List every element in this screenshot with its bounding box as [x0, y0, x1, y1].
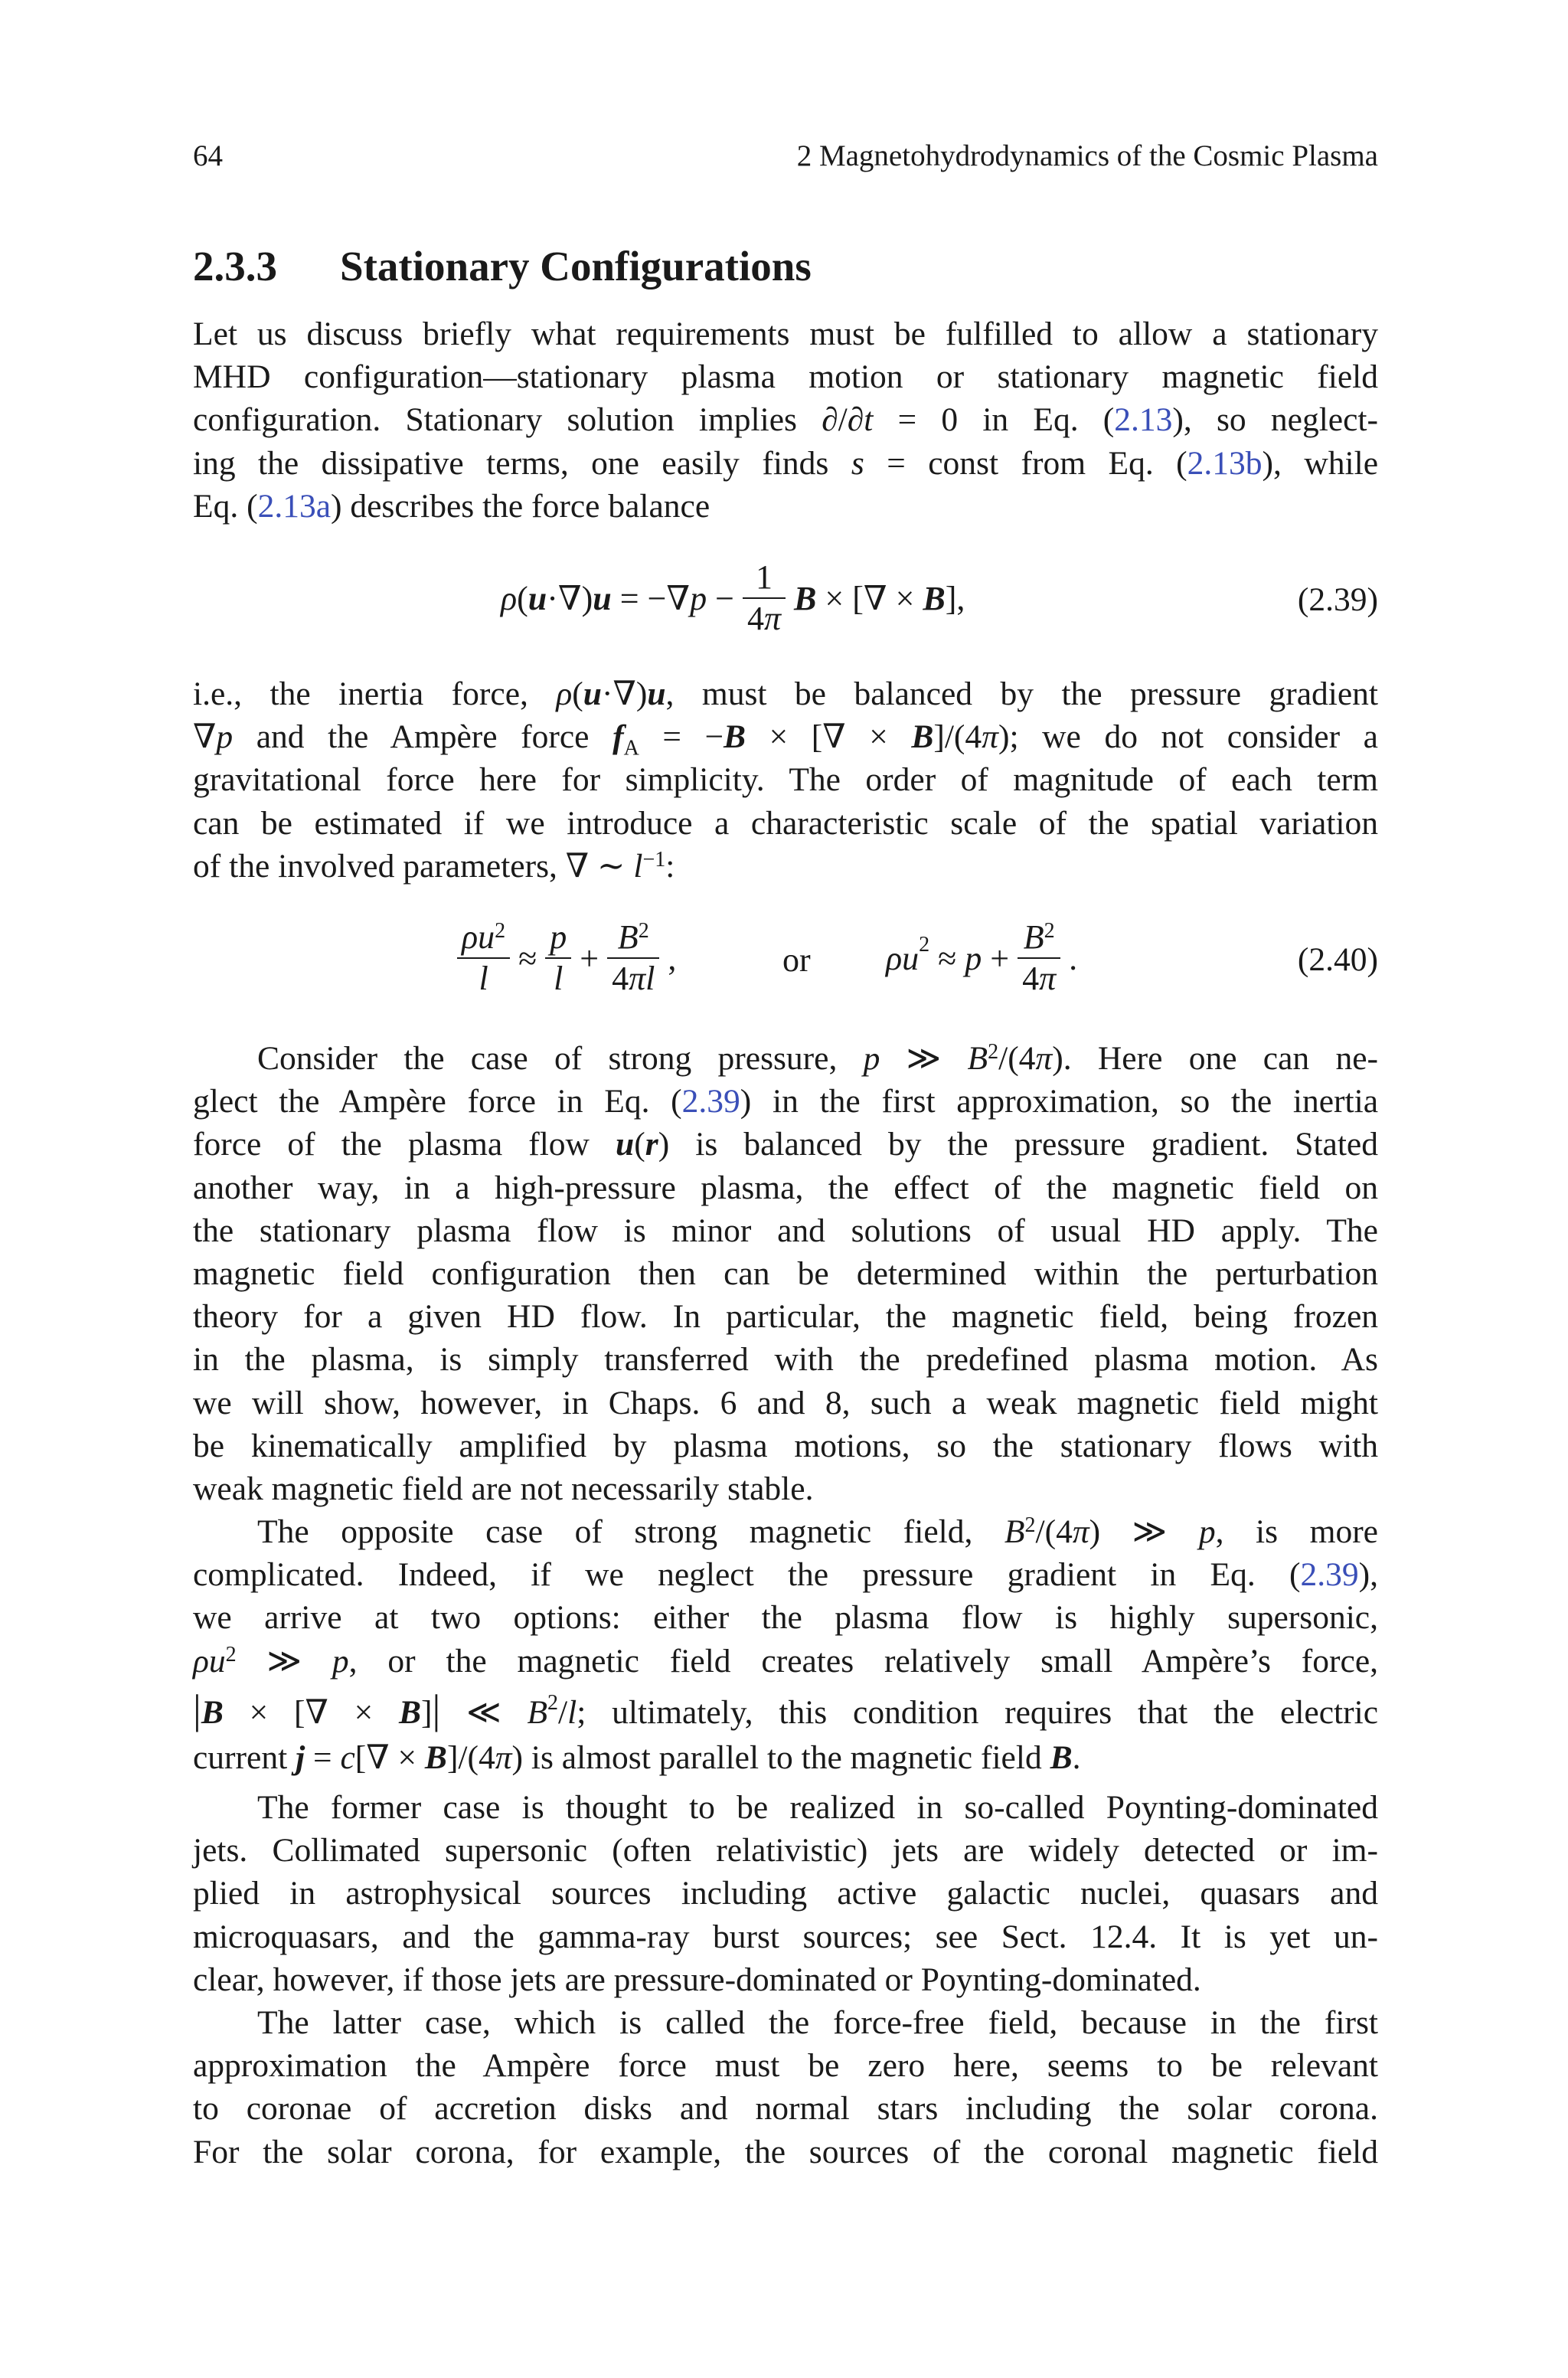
- equation-2-39: ρ(u·∇)u = −∇p − $\frac{1}{4\pi}$ B × [∇ × B], (2.39): [501, 558, 1378, 637]
- paragraph-strong-pressure: Consider the case of strong pressure, p ≫ $B^2/(4\pi)$. Here one can ne- glect the Ampère force in Eq. (2.39) in the first approximation, so the inertia force of the plasma flow u(r) is balanced by the pressure gradient. Stated another way, in a high-pressure plasma, the effect of the magnetic field on the stationary plasma flow is minor and solutions of usual HD apply. The magnetic field configuration then can be determined within the perturbation theory for a given HD flow. In particular, the magnetic field, being frozen in the plasma, is simply transferred with the predefined plasma motion. As we will show, however, in Chaps. 6 and 8, such a weak magnetic field might be kinematically amplified by plasma motions, so the stationary flows with weak magnetic field are not necessarily stable.: [193, 1040, 1379, 1507]
- equation-2-40: $\frac{\rho u^2}{l}$ ≈ $\frac{p}{l}$ + $\frac{B^2}{4\pi l}$ , or $\rho u^2 \approx p$ + $\frac{B^2}{4\pi}$ . (2.40): [193, 918, 1378, 1009]
- equation-or: or: [782, 941, 811, 979]
- equation-number: (2.40): [1297, 941, 1378, 978]
- paragraph-intro: Let us discuss briefly what requirements must be fulfilled to allow a stationary MHD configuration—stationary plasma motion or stationary magnetic field configuration. Stationary solution implies ∂/∂t = 0 in Eq. (2.13), so neglect- ing the dissipative terms, one easily finds s = const from Eq. (2.13b), while Eq. (2.13a) describes the force balance: [193, 316, 1378, 525]
- chapter-title: 2 Magnetohydrodynamics of the Cosmic Plasma: [796, 139, 1378, 172]
- eq-ref-link[interactable]: 2.13: [1114, 401, 1173, 439]
- eq-ref-link[interactable]: 2.39: [681, 1083, 740, 1120]
- eq-ref-link[interactable]: 2.39: [1300, 1556, 1359, 1594]
- paragraph-strong-field: The opposite case of strong magnetic field, $B^2/(4\pi)$ ≫ p, is more complicated. Indeed, if we neglect the pressure gradient in Eq. (2.39), we arrive at two options: either the plasma flow is highly supersonic, $\rho u^2$ ≫ p, or the magnetic field creates relatively small Ampère’s force, |B × [∇ × B]| ≪ $B^2/l$; ultimately, this condition requires that the electric current j = c[∇ × B]/(4π) is almost parallel to the magnetic field B.: [193, 1513, 1379, 1776]
- page-number: 64: [193, 139, 223, 172]
- running-header: [193, 135, 1378, 178]
- eq-ref-link[interactable]: 2.13b: [1187, 444, 1263, 482]
- section-number: 2.3.3: [193, 243, 277, 289]
- paragraph-force-balance: i.e., the inertia force, ρ(u·∇)u, must be balanced by the pressure gradient ∇p and the Ampère force $f_A = -B$ × [∇ × B]/(4π); we do not consider a gravitational force here for simplicity. The order of magnitude of each term can be estimated if we introduce a characteristic scale of the spatial variation of the involved parameters, ∇ ∼ $l^{-1}$:: [193, 675, 1378, 885]
- section-heading: [193, 236, 812, 297]
- paragraph-poynting-jets: The former case is thought to be realized in so-called Poynting-dominated jets. Collimated supersonic (often relativistic) jets are widely detected or im- plied in astrophysical sources including active galactic nuclei, quasars and microquasars, and the gamma-ray burst sources; see Sect. 12.4. It is yet un- clear, however, if those jets are pressure-dominated or Poynting-dominated.: [193, 1789, 1378, 1998]
- section-title: Stationary Configurations: [340, 243, 812, 289]
- paragraph-force-free: The latter case, which is called the force-free field, because in the first approximation the Ampère force must be zero here, seems to be relevant to coronae of accretion disks and normal stars including the solar corona. For the solar corona, for example, the sources of the coronal magnetic field: [193, 2004, 1378, 2170]
- equation-number: (2.39): [1297, 581, 1378, 618]
- eq-ref-link[interactable]: 2.13a: [257, 487, 331, 525]
